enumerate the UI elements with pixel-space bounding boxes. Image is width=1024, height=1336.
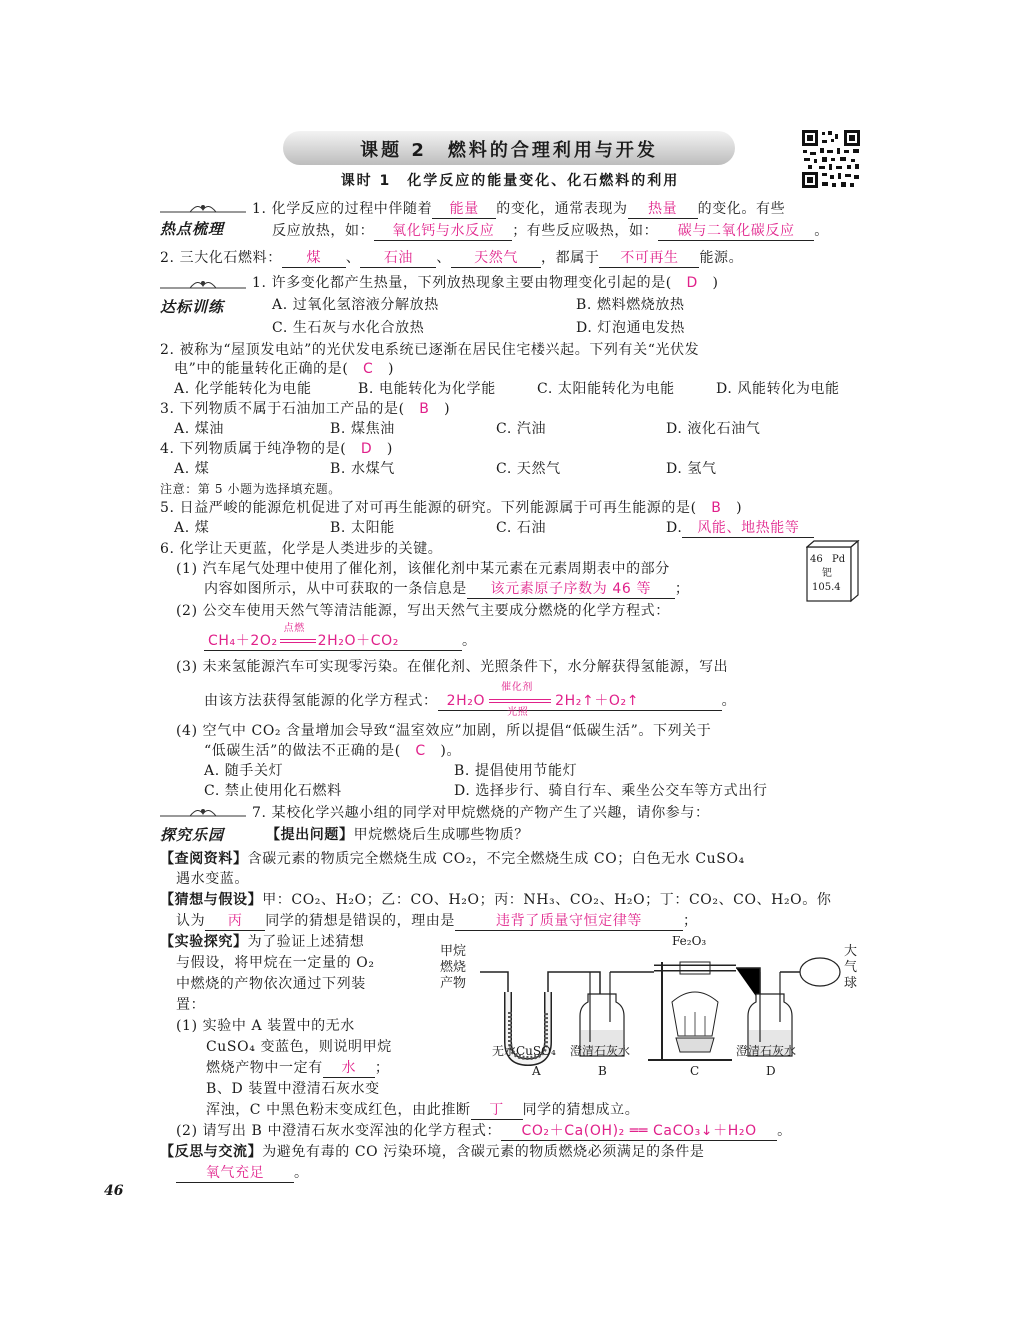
- choice-answer[interactable]: C: [415, 743, 426, 759]
- drill-q6-4a: (4) 空气中 CO₂ 含量增加会导致“温室效应”加剧，所以提倡“低碳生活”。下列关于: [176, 723, 712, 739]
- diagram-label-A-sub: 无水CuSO₄: [492, 1044, 556, 1058]
- section-ornament: [160, 806, 246, 818]
- choice-answer[interactable]: B: [419, 401, 430, 417]
- section-label-inquiry: 探究乐园: [160, 826, 225, 844]
- element-name: 钯: [822, 568, 832, 579]
- drill-q6-4b: “低碳生活”的做法不正确的是( C )。: [204, 743, 462, 759]
- answer-blank[interactable]: 氧化钙与水反应: [374, 222, 512, 241]
- page-subtitle: 课时 1 化学反应的能量变化、化石燃料的利用: [340, 173, 680, 189]
- inquiry-material-2: 遇水变蓝。: [176, 871, 249, 887]
- diagram-label-D: D: [766, 1064, 776, 1078]
- reflect-line-1: 【反思与交流】为避免有毒的 CO 污染环境，含碳元素的物质燃烧必须满足的条件是: [160, 1144, 705, 1160]
- drill-q1-optC: C. 生石灰与水化合放热: [272, 320, 425, 336]
- answer-blank[interactable]: 不可再生: [599, 249, 699, 268]
- answer-blank[interactable]: 风能、地热能等: [682, 519, 814, 538]
- diagram-gas-label: 甲烷燃烧产物: [440, 944, 467, 991]
- inquiry-hypothesis-answer: 认为 丙 同学的猜想是错误的，理由是 违背了质量守恒定律等 ；: [176, 913, 698, 929]
- equation-answer[interactable]: 2H₂O 催化剂 光照 2H₂↑＋O₂↑: [438, 692, 722, 711]
- answer-blank[interactable]: 石油: [360, 249, 436, 268]
- drill-q1-optB: B. 燃料燃烧放热: [576, 297, 685, 313]
- drill-q2-optB: B. 电能转化为化学能: [358, 381, 496, 397]
- drill-q3-optB: B. 煤焦油: [330, 421, 395, 437]
- drill-q6-3a: (3) 未来氢能源汽车可实现零污染。在催化剂、光照条件下，水分解获得氢能源，写出: [176, 659, 729, 675]
- element-number: 46: [810, 554, 823, 565]
- section-ornament: [160, 278, 246, 290]
- drill-q2-optC: C. 太阳能转化为电能: [537, 381, 675, 397]
- drill-q1-optD: D. 灯泡通电发热: [576, 320, 686, 336]
- drill-q4-optA: A. 煤: [174, 461, 210, 477]
- exp-e1c: 燃烧产物中一定有 水 ；: [206, 1060, 390, 1076]
- answer-blank[interactable]: 能量: [432, 200, 496, 219]
- drill-q5-stem: 5. 日益严峻的能源危机促进了对可再生能源的研究。下列能源属于可再生能源的是( B ): [160, 500, 743, 516]
- drill-q5-optC: C. 石油: [496, 520, 547, 536]
- drill-q6-4-optB: B. 提倡使用节能灯: [454, 763, 578, 779]
- exp-text-1: 【实验探究】为了验证上述猜想: [160, 934, 365, 950]
- diagram-balloon-label: 大气球: [844, 944, 858, 991]
- drill-q6-2: (2) 公交车使用天然气等清洁能源，写出天然气主要成分燃烧的化学方程式：: [176, 603, 670, 619]
- apparatus-diagram: [440, 932, 860, 1082]
- drill-q4-stem: 4. 下列物质属于纯净物的是( D ): [160, 441, 393, 457]
- answer-blank[interactable]: 违背了质量守恒定律等: [455, 912, 683, 931]
- section-ornament: [160, 202, 246, 214]
- equation-answer[interactable]: CO₂＋Ca(OH)₂ ══ CaCO₃↓＋H₂O: [501, 1122, 777, 1141]
- hotspot-q2: 2. 三大化石燃料： 煤 、 石油 、 天然气 ，都属于 不可再生 能源。: [160, 250, 744, 266]
- page-number: 46: [104, 1183, 124, 1199]
- reflect-line-2: 氧气充足 。: [176, 1164, 309, 1183]
- answer-blank[interactable]: 丁: [471, 1101, 523, 1120]
- answer-blank[interactable]: 丙: [205, 912, 265, 931]
- drill-q1-stem: 1. 许多变化都产生热量，下列放热现象主要由物理变化引起的是( D ): [252, 275, 719, 291]
- element-card: [806, 540, 858, 598]
- inquiry-question: 【提出问题】甲烷燃烧后生成哪些物质？: [266, 827, 529, 843]
- exp-e1e: B、D 装置中澄清石灰水变: [206, 1081, 380, 1097]
- hotspot-q1-line2: 反应放热，如： 氧化钙与水反应 ；有些反应吸热，如： 碳与二氧化碳反应 。: [272, 223, 829, 239]
- drill-q6-1b: 内容如图所示，从中可获取的一条信息是 该元素原子序数为 46 等 ；: [204, 581, 690, 597]
- answer-blank[interactable]: 水: [323, 1059, 375, 1078]
- drill-q3-stem: 3. 下列物质不属于石油加工产品的是( B ): [160, 401, 451, 417]
- diagram-label-C: C: [690, 1064, 700, 1078]
- drill-q6-2-equation: CH₄＋2O₂ 点燃 2H₂O＋CO₂ 。: [204, 632, 477, 651]
- choice-answer[interactable]: D: [360, 441, 373, 457]
- drill-q6-stem: 6. 化学让天更蓝，化学是人类进步的关键。: [160, 541, 443, 557]
- hotspot-q1-line1: 1. 化学反应的过程中伴随着 能量 的变化，通常表现为 热量 的变化。有些: [252, 201, 786, 217]
- drill-q3-optC: C. 汽油: [496, 421, 547, 437]
- page-title: 课题 2 燃料的合理利用与开发: [360, 140, 658, 161]
- exp-e2: (2) 请写出 B 中澄清石灰水变浑浊的化学方程式： CO₂＋Ca(OH)₂ ══ CaCO₃↓＋H₂O 。: [176, 1123, 792, 1139]
- equation-answer[interactable]: CH₄＋2O₂ 点燃 2H₂O＋CO₂: [204, 632, 462, 651]
- exp-text-2: 与假设，将甲烷在一定量的 O₂: [176, 955, 375, 971]
- answer-blank[interactable]: 煤: [282, 249, 346, 268]
- drill-q5-optB: B. 太阳能: [330, 520, 395, 536]
- diagram-label-B: B: [598, 1064, 607, 1078]
- drill-q2-optD: D. 风能转化为电能: [716, 381, 840, 397]
- drill-q2-optA: A. 化学能转化为电能: [174, 381, 312, 397]
- exp-e1a: (1) 实验中 A 装置中的无水: [176, 1018, 355, 1034]
- answer-blank[interactable]: 碳与二氧化碳反应: [658, 222, 814, 241]
- section-label-hotspot: 热点梳理: [160, 220, 225, 238]
- drill-q5-optA: A. 煤: [174, 520, 210, 536]
- diagram-label-D-sub: 澄清石灰水: [736, 1044, 797, 1058]
- drill-q6-1a: (1) 汽车尾气处理中使用了催化剂，该催化剂中某元素在元素周期表中的部分: [176, 561, 670, 577]
- choice-answer[interactable]: D: [686, 275, 698, 291]
- drill-q6-4-optD: D. 选择步行、骑自行车、乘坐公交车等方式出行: [454, 783, 768, 799]
- diagram-fe2o3-label: Fe₂O₃: [672, 934, 707, 948]
- drill-q2-stem2: 电”中的能量转化正确的是( C ): [174, 361, 395, 377]
- diagram-label-A: A: [532, 1064, 541, 1078]
- drill-q3-optA: A. 煤油: [174, 421, 225, 437]
- diagram-label-B-sub: 澄清石灰水: [570, 1044, 631, 1058]
- element-mass: 105.4: [812, 582, 841, 593]
- answer-blank[interactable]: 天然气: [451, 249, 541, 268]
- drill-q1-optA: A. 过氧化氢溶液分解放热: [272, 297, 439, 313]
- exp-e1b: CuSO₄ 变蓝色，则说明甲烷: [206, 1039, 392, 1055]
- drill-q4-optD: D. 氢气: [666, 461, 717, 477]
- exp-text-3: 中燃烧的产物依次通过下列装: [176, 976, 366, 992]
- exp-text-4: 置：: [176, 997, 206, 1013]
- inquiry-q7-stem: 7. 某校化学兴趣小组的同学对甲烷燃烧的产物产生了兴趣，请你参与：: [252, 805, 710, 821]
- drill-q5-optD: D. 风能、地热能等: [666, 519, 814, 538]
- answer-blank[interactable]: 热量: [628, 200, 698, 219]
- drill-q4-optB: B. 水煤气: [330, 461, 395, 477]
- drill-q6-3b: 由该方法获得氢能源的化学方程式： 2H₂O 催化剂 光照 2H₂↑＋O₂↑ 。: [204, 682, 737, 718]
- choice-answer[interactable]: C: [363, 361, 374, 377]
- drill-q3-optD: D. 液化石油气: [666, 421, 761, 437]
- drill-q6-4-optA: A. 随手关灯: [204, 763, 284, 779]
- section-label-drill: 达标训练: [160, 298, 225, 316]
- element-symbol: Pd: [832, 554, 846, 565]
- choice-answer[interactable]: B: [711, 500, 722, 516]
- answer-blank[interactable]: 氧气充足: [176, 1164, 294, 1183]
- answer-blank[interactable]: 该元素原子序数为 46 等: [467, 580, 675, 599]
- exp-e1f: 浑浊，C 中黑色粉末变成红色，由此推断 丁 同学的猜想成立。: [206, 1102, 640, 1118]
- qr-code-icon: [800, 128, 862, 190]
- drill-q2-stem1: 2. 被称为“屋顶发电站”的光伏发电系统已逐渐在居民住宅楼兴起。下列有关“光伏发: [160, 342, 700, 358]
- inquiry-hypothesis: 【猜想与假设】甲：CO₂、H₂O；乙：CO、H₂O；丙：NH₃、CO₂、H₂O；丁：CO₂、CO、H₂O。你: [160, 892, 832, 908]
- inquiry-material-1: 【查阅资料】含碳元素的物质完全燃烧生成 CO₂，不完全燃烧生成 CO；白色无水 CuSO₄: [160, 851, 745, 867]
- drill-q6-4-optC: C. 禁止使用化石燃料: [204, 783, 342, 799]
- drill-q4-optC: C. 天然气: [496, 461, 561, 477]
- drill-note: 注意：第 5 小题为选择填充题。: [160, 482, 341, 496]
